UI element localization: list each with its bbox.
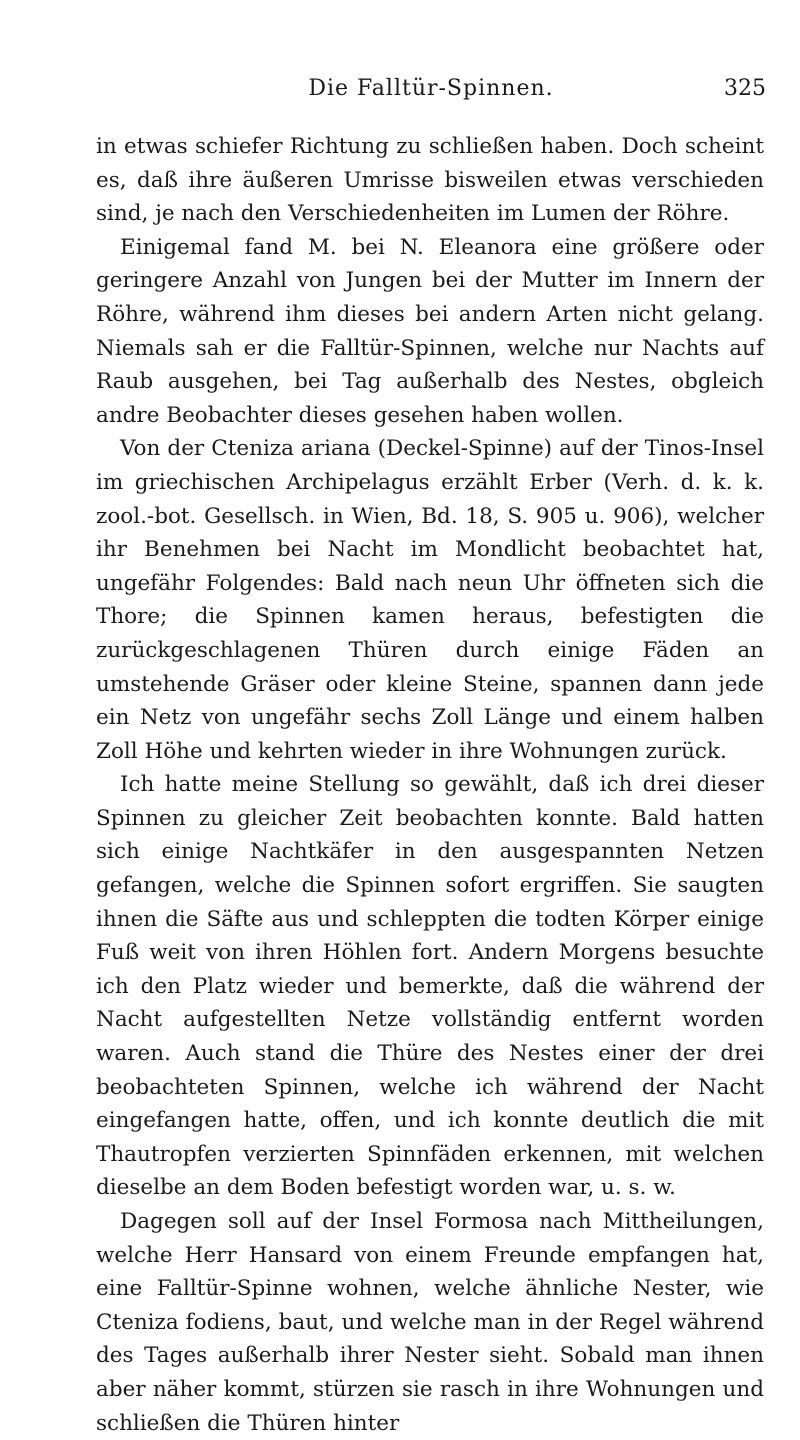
paragraph-3: Von der Cteniza ariana (Deckel-Spinne) auf der Tinos-Insel im griechischen Archipelagus erzählt Erber (Verh. d. k. k. zool.-bot. Gesellsch. in Wien, Bd. 18, S. 905 u. 906), welcher ihr Benehmen bei Nacht im Mondlicht beobachtet hat, ungefähr Folgendes: Bald nach neun Uhr öffneten sich die Thore; die Spinnen kamen heraus, befestigten die zurückgeschlagenen Thüren durch einige Fäden an umstehende Gräser oder kleine Steine, spannen dann jede ein Netz von ungefähr sechs Zoll Länge und einem halben Zoll Höhe und kehrten wieder in ihre Wohnungen zurück.: [96, 436, 764, 764]
paragraph-4: Ich hatte meine Stellung so gewählt, daß ich drei dieser Spinnen zu gleicher Zeit beobachten konnte. Bald hatten sich einige Nachtkäfer in den ausgespannten Netzen gefangen, welche die Spinnen sofort ergriffen. Sie saugten ihnen die Säfte aus und schleppten die todten Körper einige Fuß weit von ihren Höhlen fort. Andern Morgens besuchte ich den Platz wieder und bemerkte, daß die während der Nacht aufgestellten Netze vollständig entfernt worden waren. Auch stand die Thüre des Nestes einer der drei beobachteten Spinnen, welche ich während der Nacht eingefangen hatte, offen, und ich konnte deutlich die mit Thautropfen verzierten Spinnfäden erkennen, mit welchen dieselbe an dem Boden befestigt worden war, u. s. w.: [96, 772, 764, 1201]
paragraph-2: Einigemal fand M. bei N. Eleanora eine größere oder geringere Anzahl von Jungen bei der Mutter im Innern der Röhre, während ihm dieses bei andern Arten nicht gelang. Niemals sah er die Falltür-Spinnen, welche nur Nachts auf Raub ausgehen, bei Tag außerhalb des Nestes, obgleich andre Beobachter dieses gesehen haben wollen.: [96, 234, 764, 428]
body-text: [96, 130, 764, 1440]
page-header: [96, 76, 766, 110]
page-number: 325: [724, 76, 766, 101]
paragraph-1: in etwas schiefer Richtung zu schließen haben. Doch scheint es, daß ihre äußeren Umrisse bisweilen etwas verschieden sind, je nach den Verschiedenheiten im Lumen der Röhre.: [96, 134, 764, 227]
running-title: Die Falltür-Spinnen.: [308, 76, 554, 101]
paragraph-5: Dagegen soll auf der Insel Formosa nach Mittheilungen, welche Herr Hansard von einem Freunde empfangen hat, eine Falltür-Spinne wohnen, welche ähnliche Nester, wie Cteniza fodiens, baut, und welche man in der Regel während des Tages außerhalb ihrer Nester sieht. Sobald man ihnen aber näher kommt, stürzen sie rasch in ihre Wohnungen und schließen die Thüren hinter: [96, 1209, 764, 1436]
